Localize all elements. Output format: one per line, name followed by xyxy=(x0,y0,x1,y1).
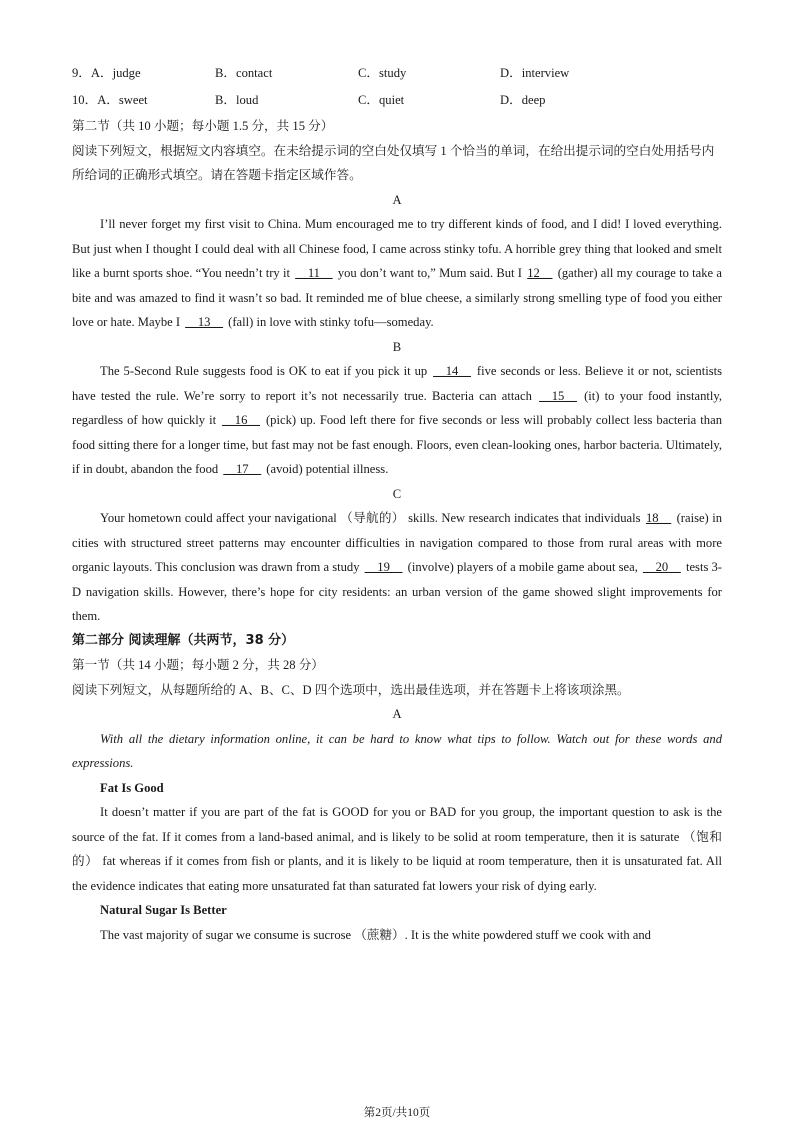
option-a xyxy=(72,60,215,87)
blank-14: __14__ xyxy=(433,364,471,378)
passage-label: C xyxy=(392,486,402,501)
option-c: C．study xyxy=(358,66,407,80)
part-heading: 第二部分 阅读理解（共两节，38 分） xyxy=(72,632,295,648)
section-instruction: 阅读下列短文，从每题所给的 A、B、C、D 四个选项中，选出最佳选项，并在答题卡上将该项涂黑。 xyxy=(72,682,630,697)
blank-19: __19__ xyxy=(364,560,403,574)
question-number: 9． xyxy=(72,66,91,80)
option-b: B．contact xyxy=(215,66,273,80)
blank-13: __13__ xyxy=(185,315,223,329)
passage-b-text: The 5-Second Rule suggests food is OK to eat if you pick it up __14__ five seconds or less. Believe it or not, scientists have tested the rule. We’re sorry to report it’s not necessarily true. Bacteria can attach __15__ (it) to your food instantly, regardless of how quickly it __16__ (pick) up. Food left there for five seconds or less will probably collect less bacteria than food sitting there for a longer time, but fast may not be fast enough. Floors, even clean-looking ones, harbor bacteria. Ultimately, if in doubt, abandon the food __17__ (avoid) potential illness. xyxy=(72,364,722,476)
option-a xyxy=(72,87,215,114)
blank-11: __11__ xyxy=(295,266,333,280)
option-b: B．loud xyxy=(215,93,259,107)
section-instruction: 阅读下列短文，根据短文内容填空。在未给提示词的空白处仅填写 1 个恰当的单词，在给出提示词的空白处用括号内所给词的正确形式填空。请在答题卡指定区域作答。 xyxy=(72,143,715,182)
option-a-text: A．sweet xyxy=(97,93,148,107)
option-c: C．quiet xyxy=(358,93,405,107)
blank-16: __16__ xyxy=(222,413,260,427)
passage-label: A xyxy=(392,707,402,721)
blank-12: 12__ xyxy=(527,266,553,280)
question-9-options xyxy=(72,60,722,87)
blank-15: __15__ xyxy=(539,388,577,403)
passage-label: B xyxy=(392,339,402,354)
passage-intro: With all the dietary information online, it can be hard to know what tips to follow. Watch out for these words and expressions. xyxy=(72,731,722,770)
section-heading: 第一节（共 14 小题；每小题 2 分，共 28 分） xyxy=(72,658,324,672)
passage-label: A xyxy=(392,192,402,207)
question-number: 10． xyxy=(72,93,98,107)
blank-17: __17__ xyxy=(223,462,262,476)
option-d: D．interview xyxy=(500,66,570,80)
subheading-fat: Fat Is Good xyxy=(100,780,164,795)
document-page xyxy=(72,60,722,947)
option-d: D．deep xyxy=(500,93,546,107)
paragraph-sugar: The vast majority of sugar we consume is sucrose （蔗糖）. It is the white powdered stuff we cook with and xyxy=(100,927,651,942)
blank-20: __20__ xyxy=(643,560,681,574)
passage-c-text: Your hometown could affect your navigational （导航的） skills. New research indicates that individuals 18__ (raise) in cities with structured street patterns may encounter difficulties in navigation compared to those from rural areas with more organic layouts. This conclusion was drawn from a study __19__ (involve) players of a mobile game about sea, __20__ tests 3-D navigation skills. However, there’s hope for city residents: an urban version of the game showed slight improvements for them. xyxy=(72,511,723,623)
option-a-text: A．judge xyxy=(90,66,141,80)
subheading-sugar: Natural Sugar Is Better xyxy=(100,903,227,917)
blank-18: 18__ xyxy=(645,511,672,525)
passage-a-text: I’ll never forget my first visit to China. Mum encouraged me to try different kinds of food, and I did! I loved everything. But just when I thought I could deal with all Chinese food, I came across stinky tofu. A horrible grey thing that looked and smelt like a burnt sports shoe. “You needn’t try it __11__ you don’t want to,” Mum said. But I 12__ (gather) all my courage to take a bite and was amazed to find it wasn’t so bad. It reminded me of blue cheese, a similarly strong smelling type of food you either love or hate. Maybe I __13__ (fall) in love with stinky tofu—someday. xyxy=(72,217,722,329)
section-heading: 第二节（共 10 小题；每小题 1.5 分，共 15 分） xyxy=(72,119,334,133)
page-footer: 第2页/共10页 xyxy=(363,1107,431,1119)
question-10-options xyxy=(72,87,722,114)
paragraph-fat: It doesn’t matter if you are part of the fat is GOOD for you or BAD for you group, the important question to ask is the source of the fat. If it comes from a land-based animal, and is likely to be solid at room temperature, then it is saturate （饱和的） fat whereas if it comes from fish or plants, and it is likely to be liquid at room temperature, then it is unsaturated fat. All the evidence indicates that eating more unsaturated fat than saturated fat lowers your risk of dying early. xyxy=(72,805,722,893)
